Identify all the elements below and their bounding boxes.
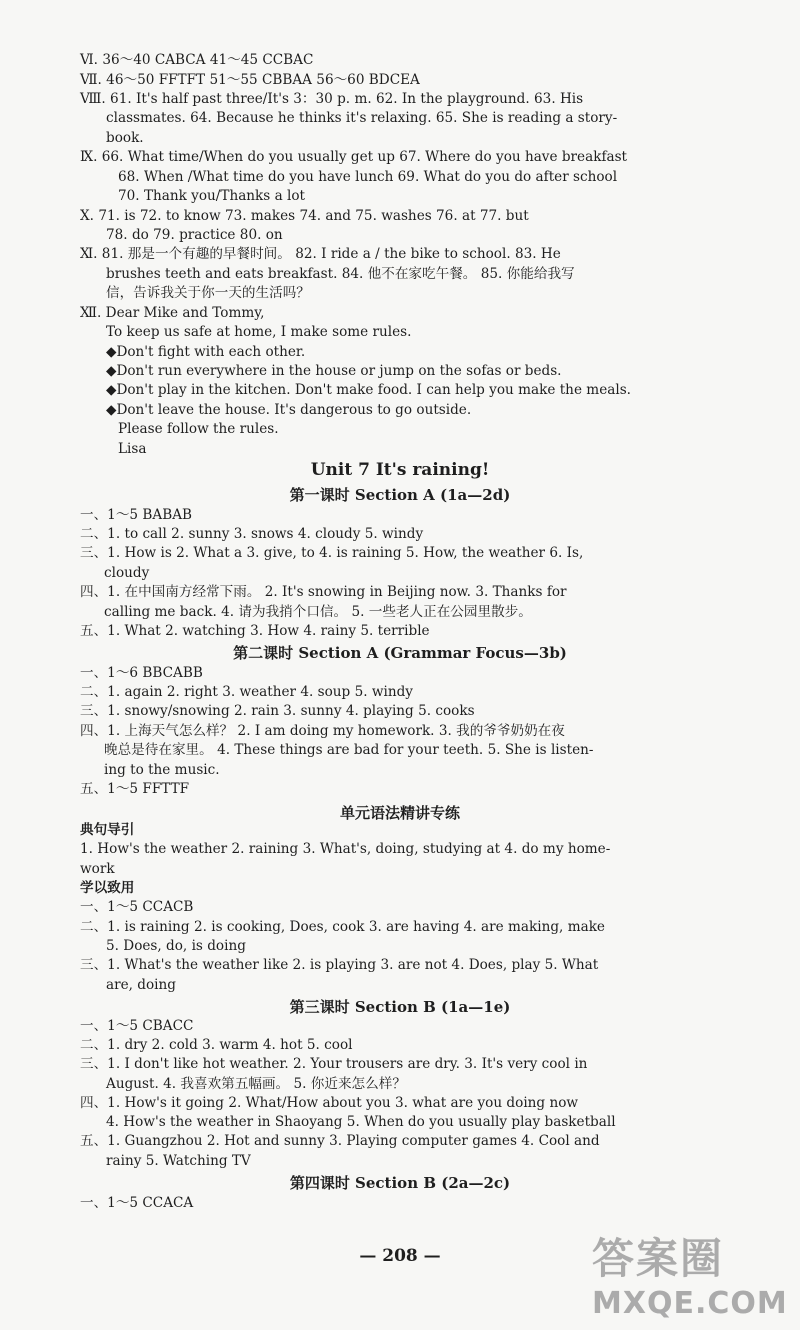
text-line: 二、1. to call 2. sunny 3. snows 4. cloudy 5. windy [80,526,424,542]
subsection-label: 典句导引 [80,822,135,838]
text-line: cloudy [104,565,150,581]
text-line: 一、1～5 BABAB [80,507,193,523]
text-line: 四、1. 上海天气怎么样？ 2. I am doing my homework. 3. 我的爷爷奶奶在夜 [80,723,565,739]
text-line: Ⅺ. 81. 那是一个有趣的早餐时间。 82. I ride a / the bike to school. 83. He [80,246,561,262]
text-line: are, doing [106,977,176,993]
text-line: ◆Don't fight with each other. [106,344,306,360]
text-line: To keep us safe at home, I make some rules. [106,324,412,340]
watermark-chars: 答案圈 [592,1234,725,1283]
text-line: August. 4. 我喜欢第五幅画。 5. 你近来怎么样？ [106,1076,406,1092]
text-line: brushes teeth and eats breakfast. 84. 他不在家吃午餐。 85. 你能给我写 [106,266,575,282]
text-line: 四、1. How's it going 2. What/How about you 3. what are you doing now [80,1095,579,1111]
text-line: book. [106,130,144,146]
section-heading: 第二课时 Section A (Grammar Focus—3b) [233,644,567,662]
unit-heading: Unit 7 It's raining! [310,460,490,480]
text-line: 五、1～5 FFTTF [80,781,190,797]
subsection-label: 学以致用 [80,880,135,896]
text-line: 70. Thank you/Thanks a lot [118,188,306,204]
text-line: 一、1～5 CBACC [80,1018,194,1034]
section-heading: 第一课时 Section A (1a—2d) [289,486,511,504]
text-line: 二、1. dry 2. cold 3. warm 4. hot 5. cool [80,1037,353,1053]
text-line: 三、1. snowy/snowing 2. rain 3. sunny 4. playing 5. cooks [80,703,475,719]
section-heading: 单元语法精讲专练 [339,804,460,822]
text-line: 三、1. What's the weather like 2. is playing 3. are not 4. Does, play 5. What [80,957,599,973]
text-line: 1. How's the weather 2. raining 3. What's, doing, studying at 4. do my home- [80,841,611,857]
watermark-url: MXQE.COM [592,1286,788,1321]
text-line: rainy 5. Watching TV [106,1153,251,1169]
text-line: Ⅹ. 71. is 72. to know 73. makes 74. and 75. washes 76. at 77. but [80,208,529,224]
text-line: 一、1～6 BBCABB [80,665,203,681]
page-number: — 208 — [359,1246,441,1266]
text-line: Ⅷ. 61. It's half past three/It's 3：30 p. m. 62. In the playground. 63. His [80,91,584,107]
text-line: ◆Don't play in the kitchen. Don't make food. I can help you make the meals. [106,382,631,398]
text-line: 三、1. I don't like hot weather. 2. Your trousers are dry. 3. It's very cool in [80,1056,588,1072]
text-line: 晚总是待在家里。 4. These things are bad for your teeth. 5. She is listen- [104,742,594,758]
text-line: Please follow the rules. [118,421,279,437]
text-line: Lisa [118,441,147,457]
text-line: Ⅻ. Dear Mike and Tommy, [80,305,265,321]
text-line: Ⅵ. 36～40 CABCA 41～45 CCBAC [80,52,314,68]
text-line: 三、1. How is 2. What a 3. give, to 4. is raining 5. How, the weather 6. Is, [80,545,584,561]
text-line: 5. Does, do, is doing [106,938,246,954]
watermark-logo [592,1226,788,1321]
text-line: work [80,861,115,877]
text-line: ◆Don't run everywhere in the house or jump on the sofas or beds. [106,363,562,379]
text-line: 四、1. 在中国南方经常下雨。 2. It's snowing in Beijing now. 3. Thanks for [80,584,567,600]
text-line: 一、1～5 CCACB [80,899,194,915]
text-line: 二、1. is raining 2. is cooking, Does, cook 3. are having 4. are making, make [80,919,605,935]
text-line: 一、1～5 CCACA [80,1195,194,1211]
text-line: classmates. 64. Because he thinks it's relaxing. 65. She is reading a story- [106,110,618,126]
text-line: 信，告诉我关于你一天的生活吗？ [106,285,310,301]
text-line: Ⅶ. 46～50 FFTFT 51～55 CBBAA 56～60 BDCEA [80,72,420,88]
text-line: 68. When /What time do you have lunch 69. What do you do after school [118,169,618,185]
text-line: ◆Don't leave the house. It's dangerous to go outside. [106,402,472,418]
text-line: 4. How's the weather in Shaoyang 5. When do you usually play basketball [106,1114,616,1130]
text-line: ing to the music. [104,762,220,778]
text-line: 二、1. again 2. right 3. weather 4. soup 5. windy [80,684,413,700]
text-line: Ⅸ. 66. What time/When do you usually get up 67. Where do you have breakfast [80,149,628,165]
section-heading: 第三课时 Section B (1a—1e) [289,998,511,1016]
text-line: 78. do 79. practice 80. on [106,227,283,243]
text-line: 五、1. What 2. watching 3. How 4. rainy 5. terrible [80,623,430,639]
text-line: 五、1. Guangzhou 2. Hot and sunny 3. Playing computer games 4. Cool and [80,1133,600,1149]
text-line: calling me back. 4. 请为我捎个口信。 5. 一些老人正在公园里散步。 [104,604,532,620]
section-heading: 第四课时 Section B (2a—2c) [289,1174,511,1192]
